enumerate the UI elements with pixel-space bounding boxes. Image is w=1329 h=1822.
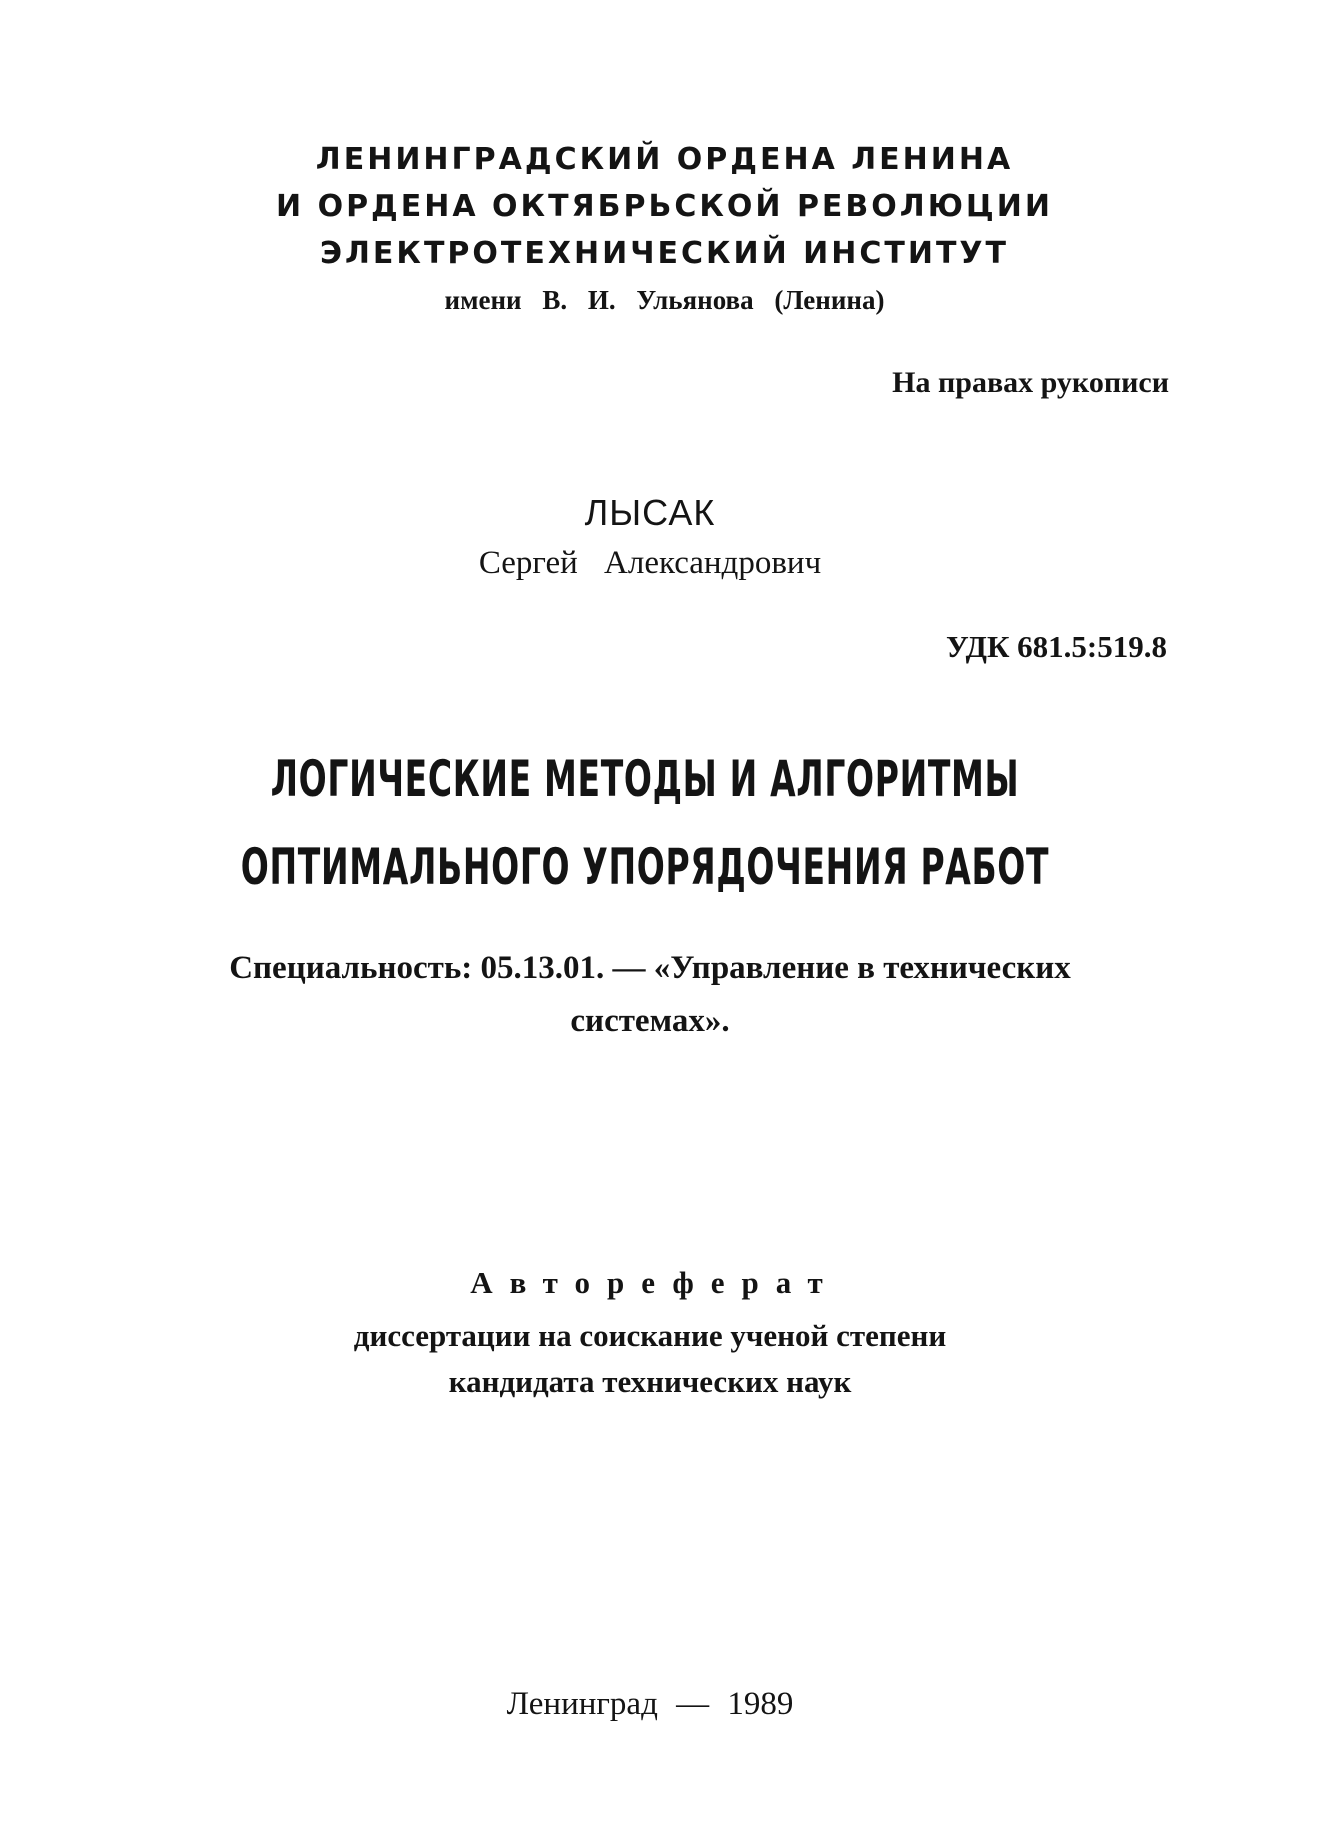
abstract-line-2: кандидата технических наук <box>448 1364 852 1399</box>
abstract-line-1: диссертации на соискание ученой степени <box>353 1318 947 1353</box>
institution-line-1: ЛЕНИНГРАДСКИЙ ОРДЕНА ЛЕНИНА <box>315 142 1014 177</box>
manuscript-rights-note: На правах рукописи <box>892 366 1169 399</box>
author-surname: ЛЫСАК <box>584 492 716 533</box>
author-name: Сергей Александрович <box>478 545 822 581</box>
institution-line-2: И ОРДЕНА ОКТЯБРЬСКОЙ РЕВОЛЮЦИИ <box>276 189 1053 224</box>
institution-line-3: ЭЛЕКТРОТЕХНИЧЕСКИЙ ИНСТИТУТ <box>320 236 1009 271</box>
place-and-year: Ленинград — 1989 <box>506 1686 794 1722</box>
specialty-line-1: Специальность: 05.13.01. — «Управление в технических <box>229 950 1071 986</box>
udk-code: УДК 681.5:519.8 <box>946 629 1167 664</box>
specialty-line-2: системах». <box>570 1003 730 1039</box>
abstract-heading: Автореферат <box>470 1265 840 1300</box>
institution-line-4: имени В. И. Ульянова (Ленина) <box>444 285 885 315</box>
title-line-2: ОПТИМАЛЬНОГО УПОРЯДОЧЕНИЯ РАБОТ <box>240 838 1050 896</box>
title-line-1: ЛОГИЧЕСКИЕ МЕТОДЫ И АЛГОРИТМЫ <box>270 750 1020 808</box>
